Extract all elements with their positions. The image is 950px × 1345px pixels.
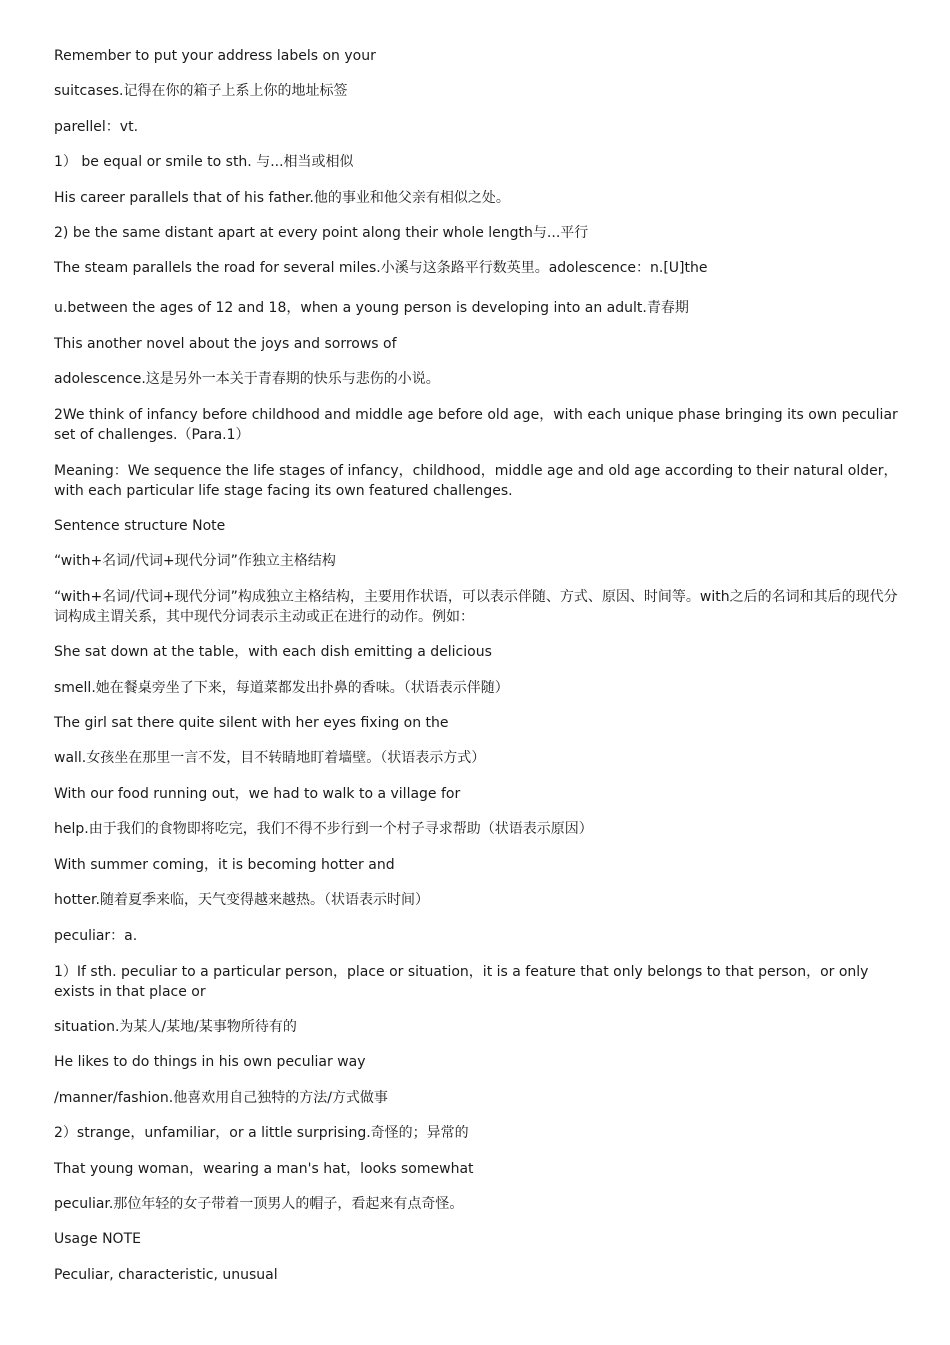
paragraph: parellel：vt. [54,119,139,135]
paragraph: This another novel about the joys and sorrows of [54,336,397,352]
paragraph: The girl sat there quite silent with her eyes fixing on the [54,715,449,731]
paragraph: /manner/fashion.他喜欢用自己独特的方法/方式做事 [54,1090,388,1106]
paragraph: Meaning：We sequence the life stages of infancy，childhood，middle age and old age according to their natural older，with each particular life stage facing its own featured challenges. [54,463,898,499]
paragraph: Remember to put your address labels on your [54,48,376,64]
paragraph: Peculiar, characteristic, unusual [54,1267,278,1283]
paragraph: 1）If sth. peculiar to a particular person，place or situation，it is a feature that only belongs to that person，or only exists in that place or [54,964,869,1000]
paragraph: He likes to do things in his own peculiar way [54,1054,366,1070]
paragraph: “with+名词/代词+现代分词”构成独立主格结构，主要用作状语，可以表示伴随、方式、原因、时间等。with之后的名词和其后的现代分词构成主谓关系，其中现代分词表示主动或正在进行的动作。例如： [54,589,898,625]
paragraph: peculiar：a. [54,928,138,944]
section-heading: Sentence structure Note [54,518,226,534]
paragraph: hotter.随着夏季来临，天气变得越来越热。（状语表示时间） [54,892,429,908]
paragraph: smell.她在餐桌旁坐了下来，每道菜都发出扑鼻的香味。（状语表示伴随） [54,680,509,696]
paragraph: peculiar.那位年轻的女子带着一顶男人的帽子，看起来有点奇怪。 [54,1196,464,1212]
paragraph: His career parallels that of his father.他的事业和他父亲有相似之处。 [54,190,510,206]
section-heading: Usage NOTE [54,1231,141,1247]
paragraph: “with+名词/代词+现代分词”作独立主格结构 [54,553,336,569]
paragraph: situation.为某人/某地/某事物所待有的 [54,1019,297,1035]
paragraph: suitcases.记得在你的箱子上系上你的地址标签 [54,83,348,99]
paragraph: With summer coming，it is becoming hotter and [54,857,395,873]
paragraph: wall.女孩坐在那里一言不发，目不转睛地盯着墙壁。（状语表示方式） [54,750,486,766]
paragraph: With our food running out，we had to walk to a village for [54,786,461,802]
paragraph: adolescence.这是另外一本关于青春期的快乐与悲伤的小说。 [54,371,440,387]
paragraph: 2We think of infancy before childhood and middle age before old age，with each unique phase bringing its own peculiar set of challenges.（Para.1） [54,407,898,443]
paragraph: The steam parallels the road for several miles.小溪与这条路平行数英里。adolescence：n.[U]the [54,260,708,276]
paragraph: help.由于我们的食物即将吃完，我们不得不步行到一个村子寻求帮助（状语表示原因） [54,821,593,837]
paragraph: 1） be equal or smile to sth. 与...相当或相似 [54,154,354,170]
paragraph: She sat down at the table，with each dish emitting a delicious [54,644,492,660]
paragraph: 2) be the same distant apart at every point along their whole length与...平行 [54,225,589,241]
paragraph: That young woman，wearing a man's hat，looks somewhat [54,1161,474,1177]
paragraph: 2）strange，unfamiliar，or a little surprising.奇怪的；异常的 [54,1125,469,1141]
paragraph: u.between the ages of 12 and 18，when a young person is developing into an adult.青春期 [54,300,689,316]
